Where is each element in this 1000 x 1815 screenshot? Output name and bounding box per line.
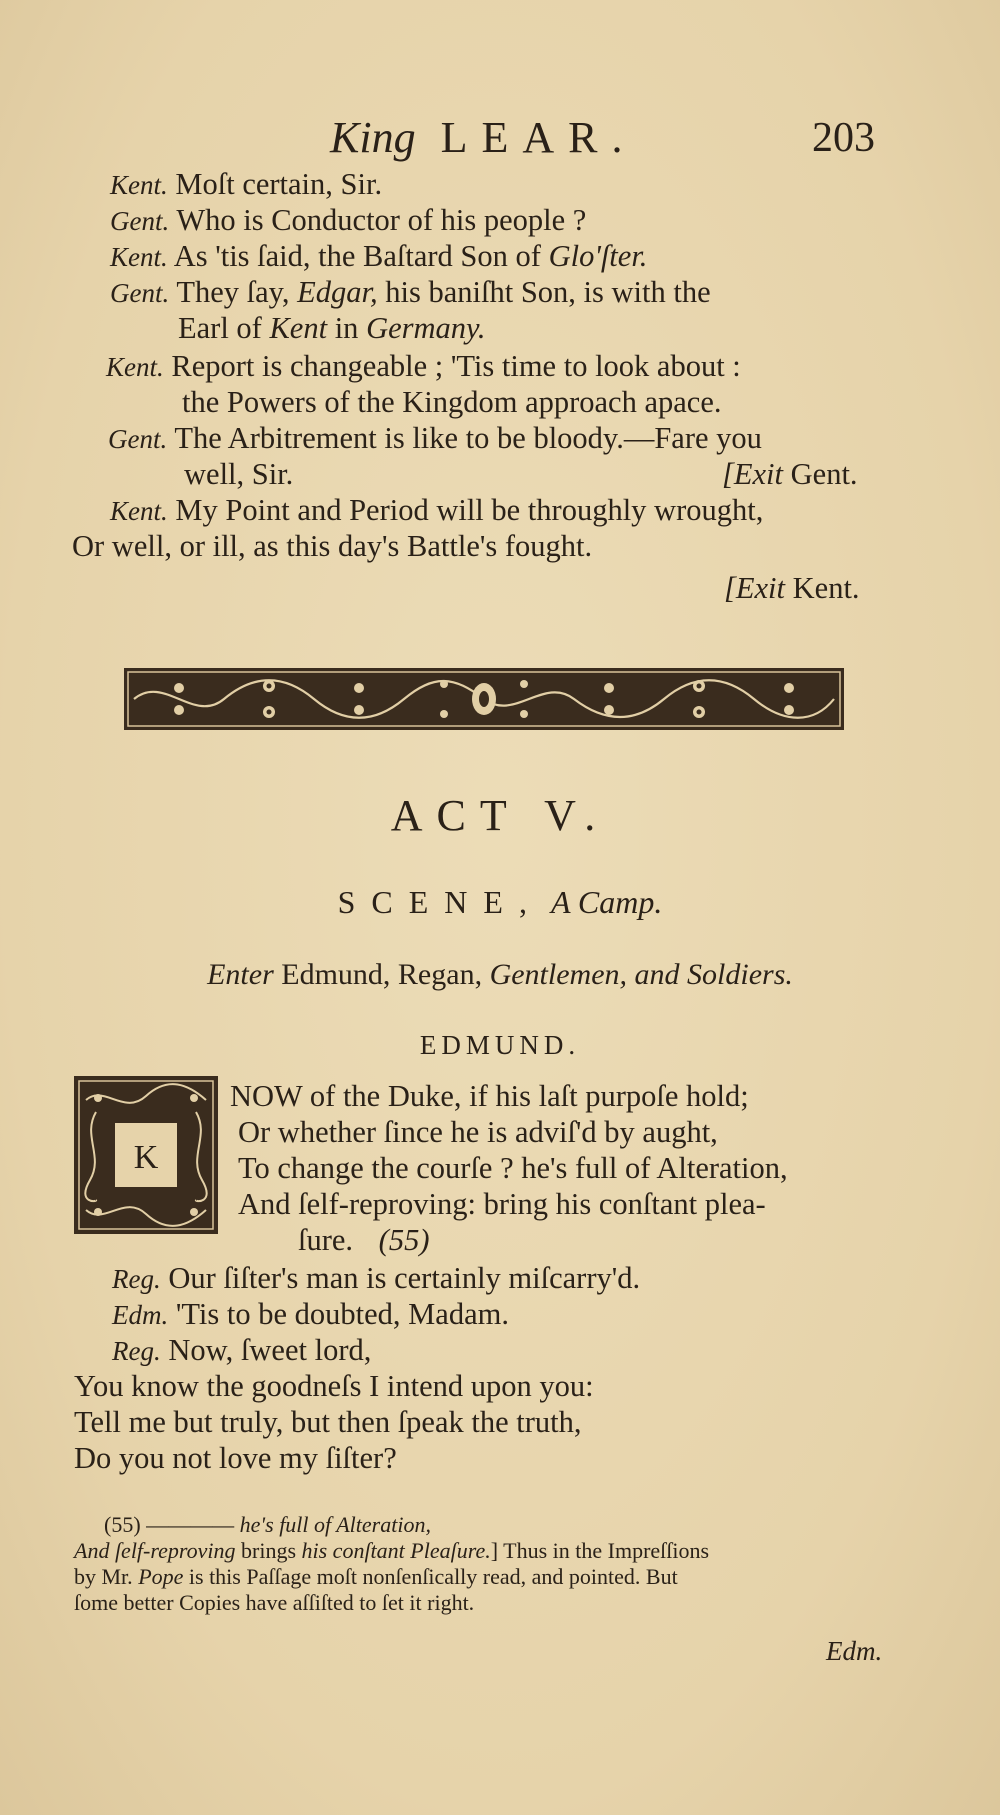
dialogue-continuation xyxy=(182,384,722,420)
dialogue-line xyxy=(110,238,647,275)
exit-character: Kent. xyxy=(785,571,860,605)
exit-word: [Exit xyxy=(724,571,785,605)
dialogue-line xyxy=(108,420,762,457)
dialogue-text: As 'tis ſaid, the Baſtard Son of xyxy=(173,239,549,273)
dialogue-text: Or well, or ill, as this day's Battle's fought. xyxy=(72,529,593,563)
running-title xyxy=(330,112,636,163)
speech-line xyxy=(238,1114,718,1150)
dialogue-continuation xyxy=(74,1368,594,1404)
dialogue-line xyxy=(112,1296,509,1333)
act-heading: ACT V. xyxy=(390,791,610,840)
speaker-name: Kent. xyxy=(106,352,164,382)
drop-cap-initial xyxy=(74,1076,218,1234)
dialogue-line xyxy=(112,1260,640,1297)
footnote-line xyxy=(74,1538,709,1564)
dialogue-text: Report is changeable ; 'Tis time to look about : xyxy=(171,349,741,383)
speech-text: To change the courſe ? he's full of Alteration, xyxy=(238,1151,788,1185)
enter-word: Enter xyxy=(207,958,274,991)
dialogue-text: Earl of xyxy=(178,311,270,345)
speaker-name: Reg. xyxy=(112,1336,161,1366)
entrance-names: Edmund, Regan, xyxy=(273,958,490,991)
footnote-text: brings xyxy=(235,1538,302,1563)
stage-direction-exit xyxy=(722,456,858,492)
speech-line xyxy=(238,1186,766,1222)
speaker-name: Kent. xyxy=(110,242,168,272)
footnote-name: Pope xyxy=(138,1564,184,1589)
dialogue-text: in xyxy=(327,311,367,345)
footnote-line xyxy=(104,1512,431,1538)
dialogue-text: the Powers of the Kingdom approach apace. xyxy=(182,385,722,419)
page-number: 203 xyxy=(812,115,875,161)
speaker-name: Kent. xyxy=(110,496,168,526)
dialogue-continuation xyxy=(74,1440,397,1476)
footnote-text: is this Paſſage moſt nonſenſically read, and pointed. But xyxy=(183,1564,678,1589)
exit-character: Gent. xyxy=(783,457,858,491)
speaker-name: Edm. xyxy=(112,1300,169,1330)
dialogue-text-italic: Germany. xyxy=(366,311,486,345)
speaker-heading: EDMUND. xyxy=(419,1030,581,1060)
dialogue-text: Do you not love my ſiſter? xyxy=(74,1441,397,1475)
speaker-name: Gent. xyxy=(110,206,170,236)
footnote-quote: And ſelf-reproving xyxy=(74,1538,236,1563)
speech-text: NOW of the Duke, if his laſt purpoſe hold; xyxy=(230,1079,749,1113)
footnote-text: ſome better Copies have aſſiſted to ſet it right. xyxy=(74,1590,475,1615)
speech-text: And ſelf-reproving: bring his conſtant plea- xyxy=(238,1187,766,1221)
dialogue-line xyxy=(110,166,382,203)
dialogue-text: Who is Conductor of his people ? xyxy=(176,203,587,237)
running-title-play: King xyxy=(330,113,416,162)
scene-label: SCENE, xyxy=(337,884,543,920)
speaker-name: Reg. xyxy=(112,1264,161,1294)
footnote-dash: ———— xyxy=(146,1512,235,1537)
dialogue-text: My Point and Period will be throughly wrought, xyxy=(175,493,764,527)
dialogue-text: his baniſht Son, is with the xyxy=(377,275,711,309)
exit-word: [Exit xyxy=(722,457,783,491)
dialogue-line xyxy=(110,202,586,239)
dialogue-text: Moſt certain, Sir. xyxy=(175,167,383,201)
speaker-name: Kent. xyxy=(110,170,168,200)
dialogue-continuation xyxy=(74,1404,582,1440)
footnote-quote: he's full of Alteration, xyxy=(239,1512,431,1537)
dialogue-text: 'Tis to be doubted, Madam. xyxy=(175,1297,509,1331)
footnote-marker: (55) xyxy=(104,1512,141,1537)
speech-line xyxy=(298,1222,430,1258)
speech-text: Or whether ſince he is adviſ'd by aught, xyxy=(238,1115,718,1149)
footnote-line xyxy=(74,1590,474,1616)
dialogue-text: well, Sir. xyxy=(184,457,294,491)
scene-place: A Camp. xyxy=(550,884,663,920)
dialogue-text: Our ſiſter's man is certainly miſcarry'd. xyxy=(168,1261,641,1295)
footnote-quote: his conſtant Pleaſure. xyxy=(301,1538,491,1563)
speech-line xyxy=(238,1150,788,1186)
dialogue-continuation xyxy=(178,310,486,346)
dialogue-line xyxy=(110,274,711,311)
speech-text: ſure. xyxy=(298,1223,354,1257)
dialogue-text: They ſay, xyxy=(176,275,298,309)
speaker-name: Gent. xyxy=(110,278,170,308)
dialogue-text: Tell me but truly, but then ſpeak the truth, xyxy=(74,1405,582,1439)
entrance-gentlemen: Gentlemen, xyxy=(489,958,628,991)
ornamental-headpiece xyxy=(124,668,844,730)
running-title-name: LEAR. xyxy=(440,113,637,162)
dialogue-line xyxy=(106,348,741,385)
entrance-rest: and Soldiers. xyxy=(627,958,793,991)
footnote-reference: (55) xyxy=(378,1223,430,1257)
dialogue-continuation xyxy=(184,456,293,492)
footnote-line xyxy=(74,1564,678,1590)
dialogue-text: You know the goodneſs I intend upon you: xyxy=(74,1369,594,1403)
footnote-text: by Mr. xyxy=(74,1564,139,1589)
speaker-name: Gent. xyxy=(108,424,168,454)
dialogue-line xyxy=(112,1332,371,1369)
dialogue-text-italic: Glo'ſter. xyxy=(548,239,648,273)
entrance-direction xyxy=(0,958,1000,992)
catchword: Edm. xyxy=(826,1636,883,1666)
dialogue-line xyxy=(110,492,763,529)
dialogue-text-italic: Edgar, xyxy=(297,275,378,309)
footnote-text: ] Thus in the Impreſſions xyxy=(490,1538,710,1563)
dialogue-text: Now, ſweet lord, xyxy=(168,1333,372,1367)
stage-direction-exit xyxy=(724,570,860,606)
speech-line xyxy=(230,1078,749,1114)
running-head xyxy=(0,112,1000,162)
dialogue-text-italic: Kent xyxy=(269,311,328,345)
dialogue-continuation xyxy=(72,528,592,564)
scene-heading xyxy=(0,884,1000,921)
drop-cap-letter: K xyxy=(133,1139,159,1176)
dialogue-text: The Arbitrement is like to be bloody.—Fare you xyxy=(174,421,762,455)
